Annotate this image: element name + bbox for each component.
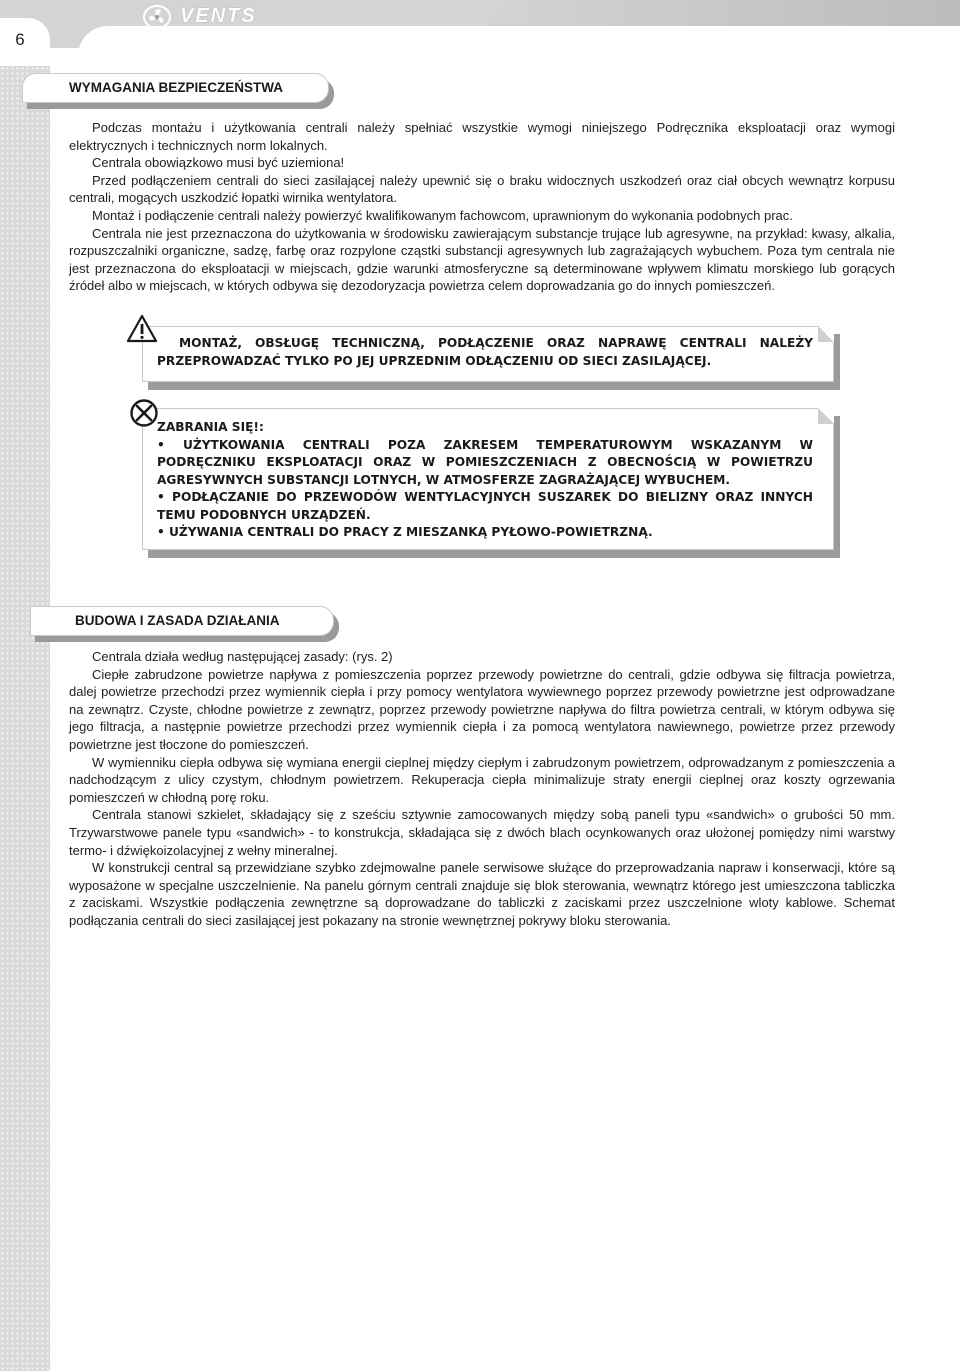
- prohibited-item: • UŻYTKOWANIA CENTRALI POZA ZAKRESEM TEMPERATUROWYM WSKAZANYM W PODRĘCZNIKU EKSPLOATACJI ORAZ W POMIESZCZENIACH Z OBECNOŚCIĄ W POWIETRZU AGRESYWNYCH SUBSTANCJI LOTNYCH, W ATMOSFERZE ZAGRAŻAJĄCEJ WYBUCHEM.: [157, 437, 813, 487]
- warning-box: [142, 326, 834, 382]
- safety-paragraph: Podczas montażu i użytkowania centrali należy spełniać wszystkie wymogi niniejszego Podręcznika eksploatacji oraz wymogi elektrycznych i technicznych norm lokalnych.: [69, 120, 895, 153]
- safety-paragraph: Przed podłączeniem centrali do sieci zasilającej należy upewnić się o braku widocznych uszkodzeń oraz ciał obcych wewnątrz korpusu centrali, mogących uszkodzić łopatki wirnika wentylatora.: [69, 172, 895, 206]
- prohibited-box: [142, 408, 834, 550]
- safety-text: [69, 119, 895, 295]
- safety-paragraph: Centrala nie jest przeznaczona do użytkowania w środowisku zawierającym substancje trujące lub agresywne, na przykład: kwasy, alkalia, rozpuszczalniki organiczne, sadzę, farbę oraz rozpylone cząstki substancji agresywnych lub zagrażających wybuchem. Poza tym centrala nie jest przeznaczona do eksploatacji w miejscach, gdzie warunki atmosferyczne są determinowane wpływem klimatu morskiego lub gorących źródeł albo w miejscach, w których odbywa się dezodoryzacja powietrza celem doprowadzania go do innych pomieszczeń.: [69, 225, 895, 294]
- brand-logo: [142, 4, 292, 30]
- page-fold: [818, 408, 834, 424]
- side-dotted-strip: [0, 66, 50, 1371]
- construction-paragraph: Ciepłe zabrudzone powietrze napływa z pomieszczenia poprzez przewody powietrzne do centrali, gdzie odbywa się filtracja powietrza, dalej powietrze przechodzi przez wymiennik ciepła i przy pomocy wentylatora wywiewnego poprzez przewody powietrzne jest odprowadzane na zewnątrz. Czyste, chłodne powietrze z zewnątrz, poprzez przewody powietrzne napływa do filtra powietrza centrali, w którym odbywa się jego filtracja, a następnie powietrze przechodzi przez wymiennik ciepła i za pomocą wentylatora nawiewnego, powietrze przez przewody powietrzne jest tłoczone do pomieszczeń.: [69, 666, 895, 752]
- construction-paragraph: W wymienniku ciepła odbywa się wymiana energii cieplnej między ciepłym i zabrudzonym powietrzem, odprowadzanym z pomieszczenia a nadchodzącym z ulicy czystym, chłodnym powietrzem. Rekuperacja ciepła minimalizuje straty energii cieplnej oraz koszty ogrzewania pomieszczeń w chłodną porę roku.: [69, 754, 895, 805]
- safety-paragraph: Centrala obowiązkowo musi być uziemiona!: [92, 155, 345, 171]
- header-curve: [78, 26, 960, 56]
- prohibited-item: • UŻYWANIA CENTRALI DO PRACY Z MIESZANKĄ PYŁOWO-POWIETRZNĄ.: [157, 525, 653, 539]
- construction-paragraph: Centrala działa według następującej zasady: (rys. 2): [92, 649, 393, 664]
- section-title-construction: BUDOWA I ZASADA DZIAŁANIA: [75, 613, 280, 628]
- page-number: 6: [15, 30, 25, 49]
- warning-text: MONTAŻ, OBSŁUGĘ TECHNICZNĄ, PODŁĄCZENIE ORAZ NAPRAWĘ CENTRALI NALEŻY PRZEPROWADZAĆ TYLKO PO JEJ UPRZEDNIM ODŁĄCZENIU OD SIECI ZASILAJĄCEJ.: [157, 336, 813, 368]
- prohibited-icon: [129, 398, 159, 428]
- prohibited-title: ZABRANIA SIĘ!:: [157, 420, 264, 434]
- construction-paragraph: W konstrukcji central są przewidziane szybko zdejmowalne panele serwisowe służące do przeprowadzania napraw i konserwacji, które są wyposażone w specjalne uszczelnienie. Na panelu górnym centrali znajduje się blok sterowania, wewnątrz którego jest umieszczona tabliczka z zaciskami. Wszystkie podłączenia zewnętrzne są doprowadzane do tabliczki z zaciskami przez uszczelnione wloty kablowe. Schemat podłączania centrali do sieci zasilającej jest pokazany na stronie wewnętrznej pokrywy bloku sterowania.: [69, 860, 895, 928]
- page-fold: [818, 326, 834, 342]
- fan-icon: [142, 4, 172, 30]
- construction-text: [69, 648, 895, 930]
- warning-triangle-icon: [126, 314, 158, 344]
- prohibited-text: [157, 419, 813, 542]
- section-title-safety: WYMAGANIA BEZPIECZEŃSTWA: [69, 80, 283, 95]
- section-heading-construction: [30, 606, 334, 636]
- brand-name: VENTS: [180, 5, 257, 27]
- section-heading-safety: [22, 73, 329, 103]
- construction-paragraph: Centrala stanowi szkielet, składający się z sześciu sztywnie zamocowanych między sobą paneli typu «sandwich» o grubości 50 mm. Trzywarstwowe panele typu «sandwich» - to konstrukcja, składająca się z dwóch blach ocynkowanych oraz ułożonej pomiędzy nimi warstwy termo- i dźwiękoizolacyjnej z wełny mineralnej.: [69, 807, 895, 858]
- prohibited-item: • PODŁĄCZANIE DO PRZEWODÓW WENTYLACYJNYCH SUSZAREK DO BIELIZNY ORAZ INNYCH TEMU PODOBNYCH URZĄDZEŃ.: [157, 490, 813, 522]
- safety-paragraph: Montaż i podłączenie centrali należy powierzyć kwalifikowanym fachowcom, uprawnionym do wykonania podobnych prac.: [92, 207, 793, 223]
